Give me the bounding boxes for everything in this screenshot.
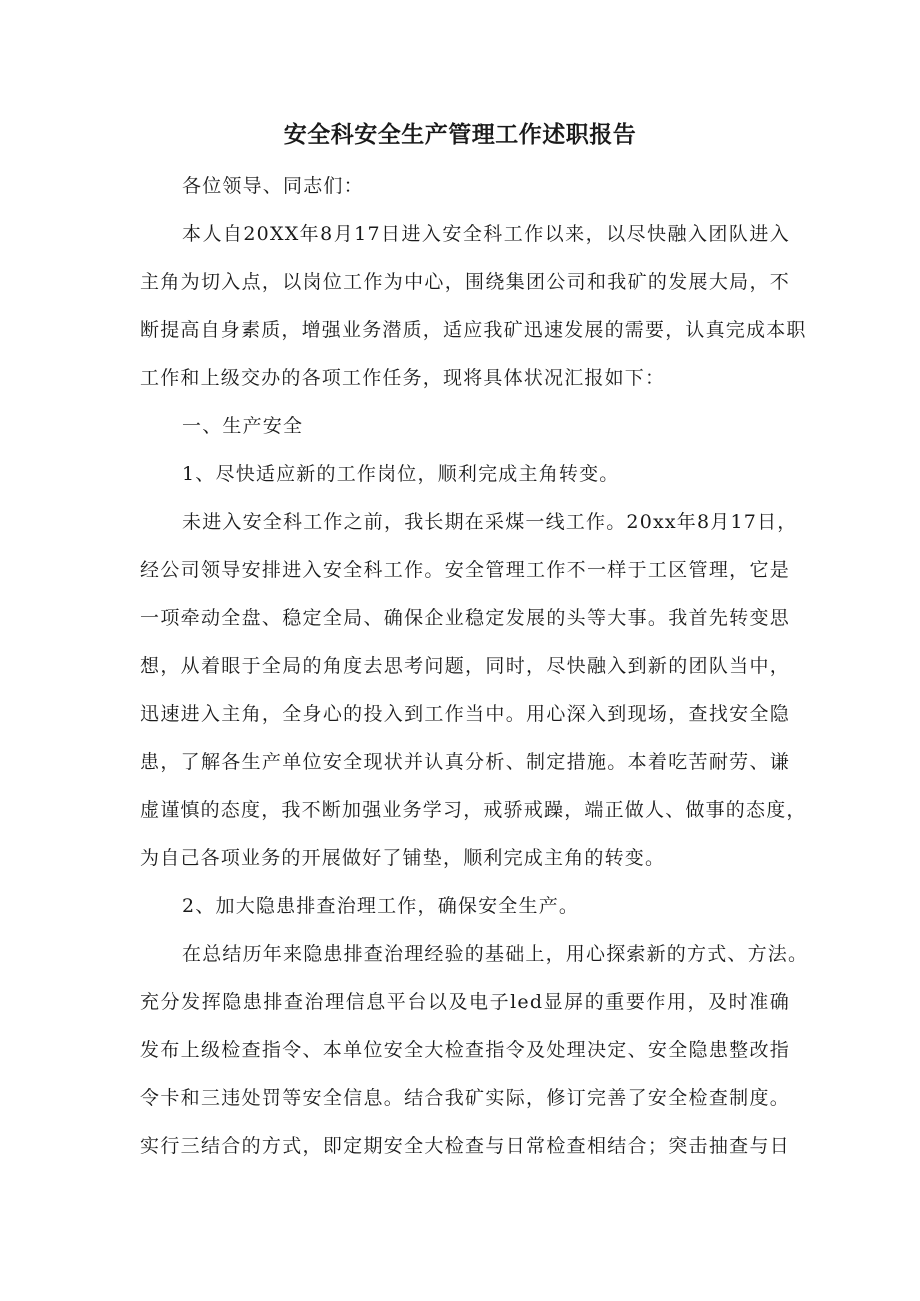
paragraph-line: 为自己各项业务的开展做好了铺垫，顺利完成主角的转变。 <box>140 847 666 869</box>
paragraph-line: 未进入安全科工作之前，我长期在采煤一线工作。20xx年8月17日， <box>182 511 798 533</box>
paragraph-line: 主角为切入点，以岗位工作为中心，围绕集团公司和我矿的发展大局，不 <box>140 271 790 293</box>
paragraph-line: 本人自20XX年8月17日进入安全科工作以来，以尽快融入团队进入 <box>182 223 790 245</box>
paragraph-line: 迅速进入主角，全身心的投入到工作当中。用心深入到现场，查找安全隐 <box>140 703 790 725</box>
paragraph-line: 充分发挥隐患排查治理信息平台以及电子led显屏的重要作用，及时准确 <box>140 991 790 1013</box>
paragraph-line: 一项牵动全盘、稳定全局、确保企业稳定发展的头等大事。我首先转变思 <box>140 607 790 629</box>
paragraph-line: 患，了解各生产单位安全现状并认真分析、制定措施。本着吃苦耐劳、谦 <box>140 751 790 773</box>
salutation: 各位领导、同志们： <box>182 175 364 197</box>
document-title: 安全科安全生产管理工作述职报告 <box>283 122 637 148</box>
paragraph-line: 虚谨慎的态度，我不断加强业务学习，戒骄戒躁，端正做人、做事的态度， <box>140 799 807 821</box>
paragraph-line: 在总结历年来隐患排查治理经验的基础上，用心探索新的方式、方法。 <box>182 943 809 965</box>
paragraph-line: 工作和上级交办的各项工作任务，现将具体状况汇报如下： <box>140 367 666 389</box>
paragraph-line: 经公司领导安排进入安全科工作。安全管理工作不一样于工区管理，它是 <box>140 559 790 581</box>
subsection-heading: 1、尽快适应新的工作岗位，顺利完成主角转变。 <box>182 463 620 485</box>
section-heading: 一、生产安全 <box>182 415 304 437</box>
paragraph-line: 想，从着眼于全局的角度去思考问题，同时，尽快融入到新的团队当中， <box>140 655 790 677</box>
paragraph-line: 断提高自身素质，增强业务潜质，适应我矿迅速发展的需要，认真完成本职 <box>140 319 807 341</box>
paragraph-line: 发布上级检查指令、本单位安全大检查指令及处理决定、安全隐患整改指 <box>140 1039 790 1061</box>
paragraph-line: 实行三结合的方式，即定期安全大检查与日常检查相结合；突击抽查与日 <box>140 1135 790 1157</box>
subsection-heading: 2、加大隐患排查治理工作，确保安全生产。 <box>182 895 580 917</box>
paragraph-line: 令卡和三违处罚等安全信息。结合我矿实际，修订完善了安全检查制度。 <box>140 1087 790 1109</box>
